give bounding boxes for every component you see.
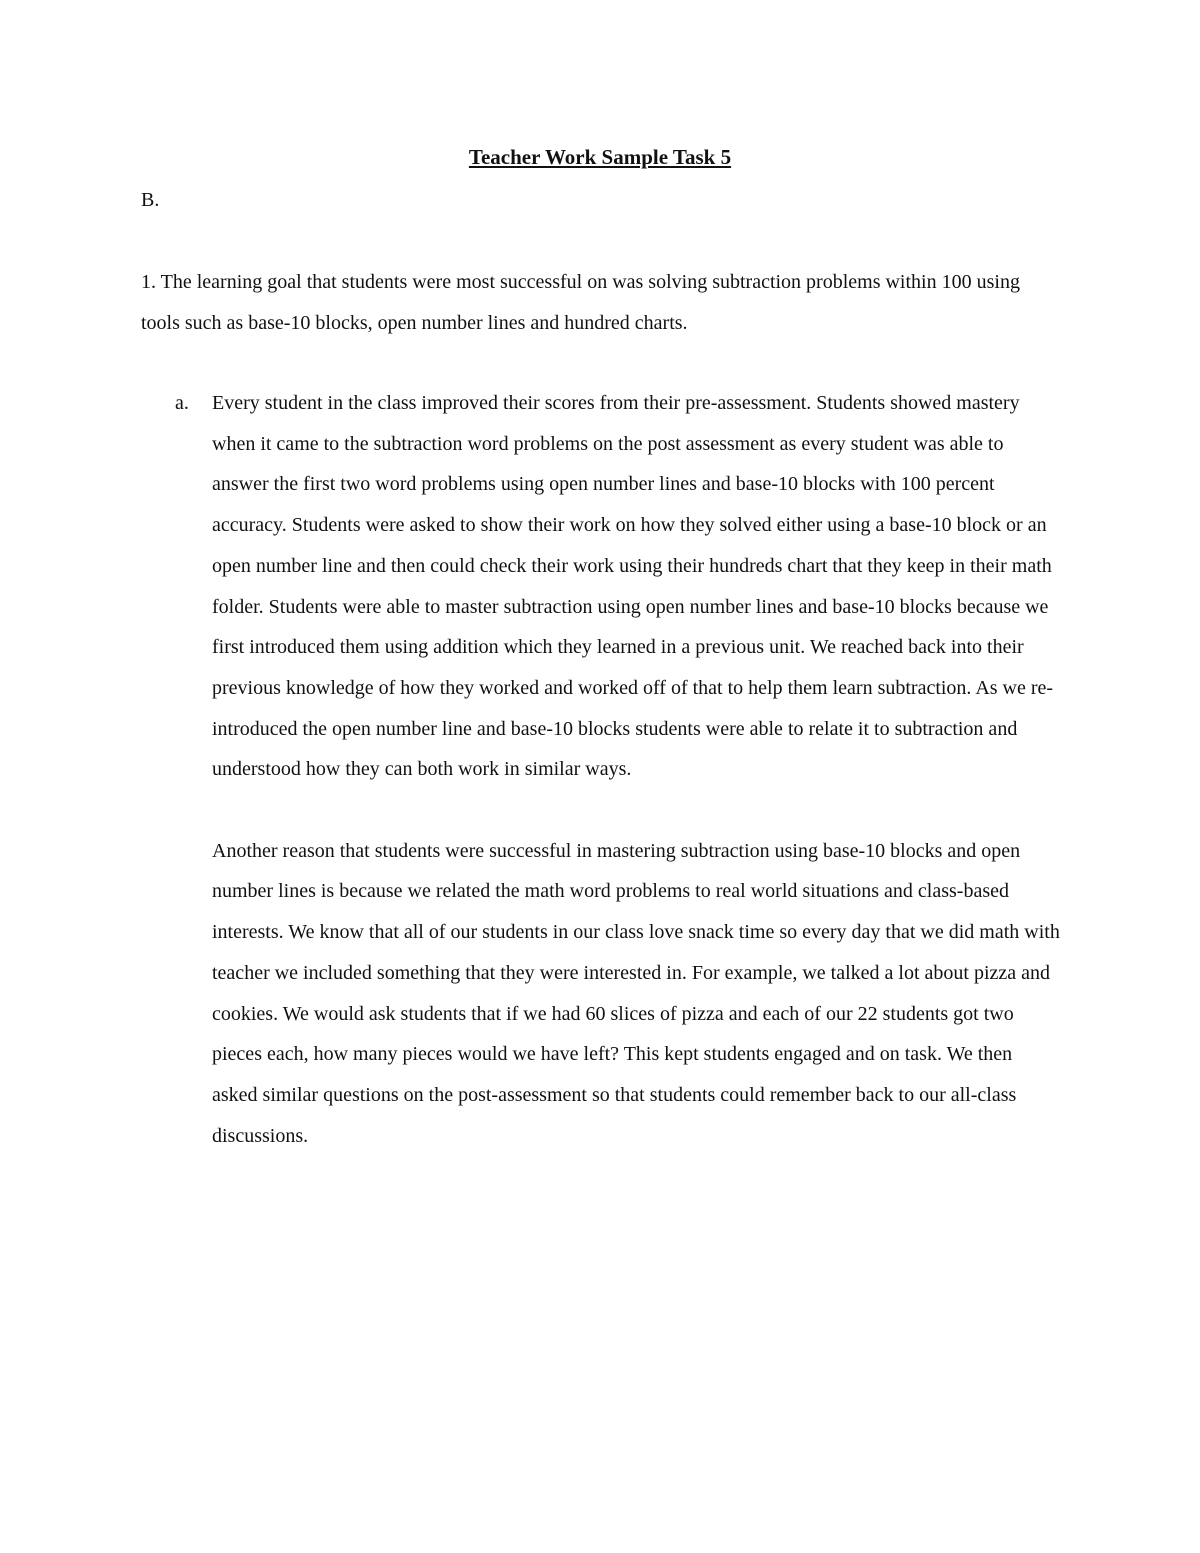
numbered-item-1: 1. The learning goal that students were most successful on was solving subtraction problems within 100 using tools such as base-10 blocks, open number lines and hundred charts. [141,271,1020,334]
sub-item-marker: a. [175,392,189,414]
sub-item-paragraph-2: Another reason that students were successful in mastering subtraction using base-10 blocks and open number lines is because we related the math word problems to real world situations and class-based interests. We know that all of our students in our class love snack time so every day that we did math with teacher we included something that they were interested in. For example, we talked a lot about pizza and cookies. We would ask students that if we had 60 slices of pizza and each of our 22 students got two pieces each, how many pieces would we have left? This kept students engaged and on task. We then asked similar questions on the post-assessment so that students could remember back to our all-class discussions. [212,839,1060,1147]
section-label: B. [141,189,160,211]
sub-item-paragraph-1: Every student in the class improved their scores from their pre-assessment. Students showed mastery when it came to the subtraction word problems on the post assessment as every student was able to answer the first two word problems using open number lines and base-10 blocks with 100 percent accuracy. Students were asked to show their work on how they solved either using a base-10 block or an open number line and then could check their work using their hundreds chart that they keep in their math folder. Students were able to master subtraction using open number lines and base-10 blocks because we first introduced them using addition which they learned in a previous unit. We reached back into their previous knowledge of how they worked and worked off of that to help them learn subtraction. As we re-introduced the open number line and base-10 blocks students were able to relate it to subtraction and understood how they can both work in similar ways. [212,392,1054,781]
page-title: Teacher Work Sample Task 5 [468,145,732,169]
sub-item-a [141,383,1071,1156]
